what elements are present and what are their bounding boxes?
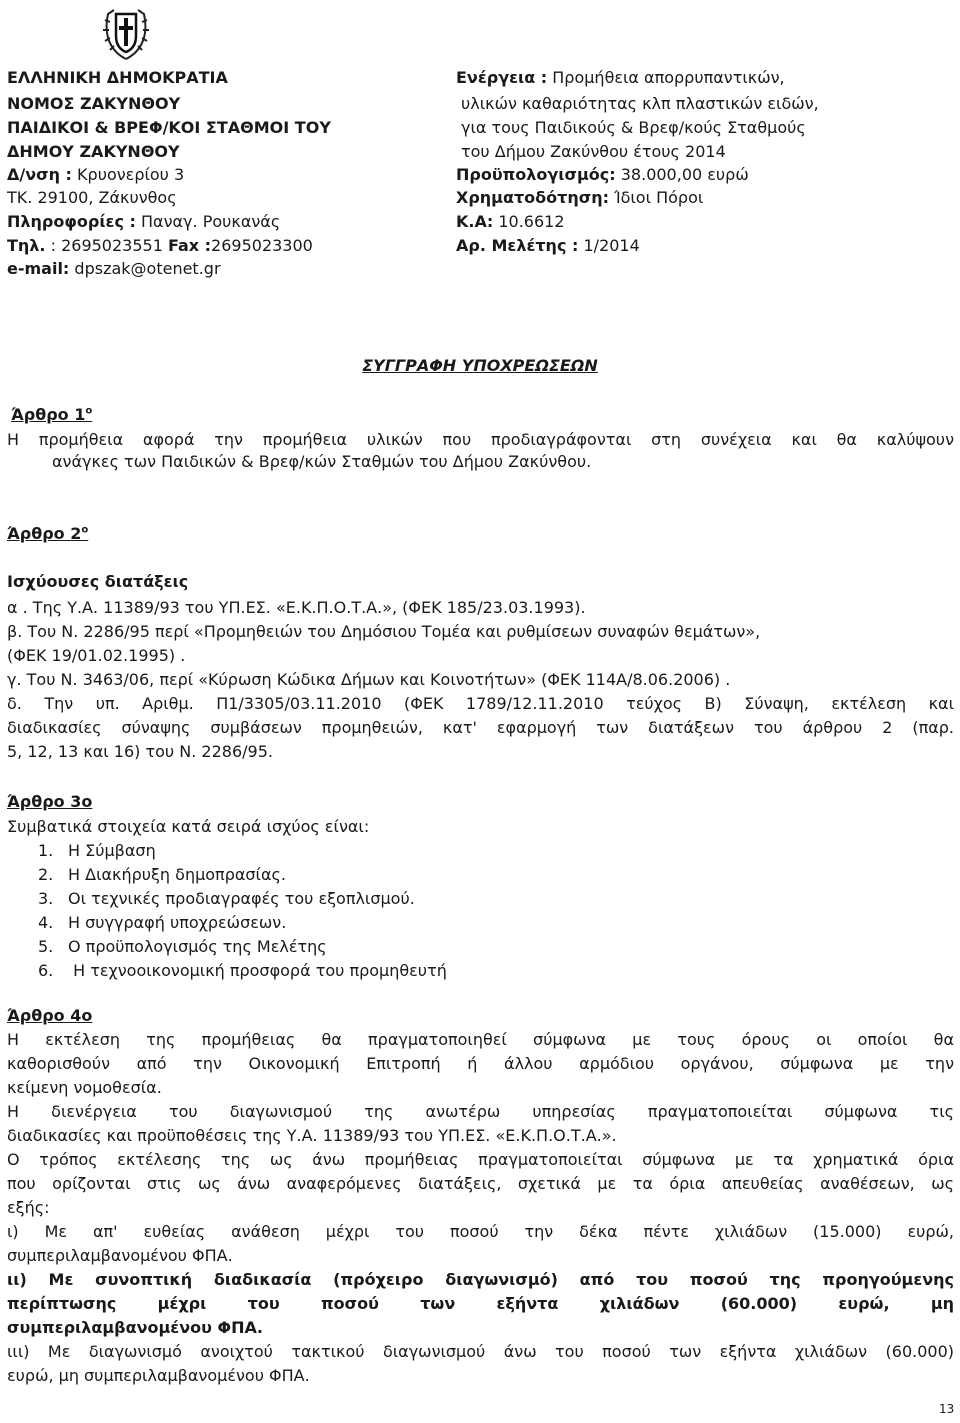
fax-label: Fax : [167, 236, 212, 255]
list-item [38, 961, 447, 981]
list-item-text: Ο προϋπολογισμός της Μελέτης [68, 937, 327, 956]
article-4-ii-line-1: ιι) Με συνοπτική διαδικασία (πρόχειρο διαγωνισμό) από του ποσού της προηγούμενης [7, 1270, 954, 1289]
article-2-line-2: β. Του Ν. 2286/95 περί «Προμηθειών του Δημόσιου Τομέα και ρυθμίσεων συναφών θεμάτων», [7, 622, 761, 641]
study [456, 236, 640, 256]
article-4-i-line-2: συμπεριλαμβανομένου ΦΠΑ. [7, 1246, 233, 1265]
article-1-heading-text: Άρθρο 1 [11, 405, 86, 424]
email-label: e-mail: [7, 259, 70, 278]
budget-value: 38.000,00 ευρώ [615, 165, 749, 184]
article-1-line-1: Η προμήθεια αφορά την προμήθεια υλικών που προδιαγράφονται στη συνέχεια και θα καλύψουν [7, 430, 954, 449]
article-4-heading: Άρθρο 4ο [7, 1006, 93, 1025]
article-2-heading-sup: ο [81, 524, 89, 536]
document-title: ΣΥΓΓΡΑΦΗ ΥΠΟΧΡΕΩΣΕΩΝ [362, 356, 598, 375]
header-line-1: ΕΛΛΗΝΙΚΗ ΔΗΜΟΚΡΑΤΙΑ [7, 68, 228, 87]
page-number: 13 [939, 1402, 955, 1416]
address-value: Κρυονερίου 3 [71, 165, 185, 184]
list-item-text: Η Σύμβαση [68, 841, 156, 860]
list-item [38, 841, 156, 861]
article-4-iii-line-2: ευρώ, μη συμπεριλαμβανομένου ΦΠΑ. [7, 1366, 310, 1385]
project-line-1: Προμήθεια απορρυπαντικών, [547, 68, 785, 87]
info-value: Παναγ. Ρουκανάς [135, 212, 281, 231]
article-2-line-3: (ΦΕΚ 19/01.02.1995) . [7, 646, 186, 665]
list-item [38, 865, 286, 885]
article-3-intro: Συμβατικά στοιχεία κατά σειρά ισχύος είναι: [7, 817, 370, 836]
funding [456, 188, 703, 208]
project-label: Ενέργεια : [456, 68, 548, 87]
article-4-p1-line-1: Η εκτέλεση της προμήθειας θα πραγματοποιηθεί σύμφωνα με τους όρους οι οποίοι θα [7, 1030, 954, 1049]
article-4-p3-line-3: εξής: [7, 1198, 50, 1217]
ka-label: Κ.Α: [456, 212, 494, 231]
list-item-number: 1. [38, 841, 54, 860]
list-item-number: 4. [38, 913, 54, 932]
header-line-2: ΝΟΜΟΣ ΖΑΚΥΝΘΟΥ [7, 94, 181, 113]
email-value: dpszak@otenet.gr [69, 259, 221, 278]
funding-value: Ίδιοι Πόροι [608, 188, 704, 207]
project-line-2: υλικών καθαριότητας κλπ πλαστικών ειδών, [461, 94, 819, 113]
article-4-i-line-1: ι) Με απ' ευθείας ανάθεση μέχρι του ποσού την δέκα πέντε χιλιάδων (15.000) ευρώ, [7, 1222, 954, 1241]
article-4-p2-line-2: διαδικασίες και προϋποθέσεις της Υ.Α. 11389/93 του ΥΠ.ΕΣ. «Ε.Κ.Π.Ο.Τ.Α.». [7, 1126, 617, 1145]
email [7, 259, 221, 279]
phone-label: Τηλ. [7, 236, 46, 255]
list-item [38, 913, 286, 933]
article-1-heading-sup: ο [85, 405, 93, 417]
article-2-heading-text: Άρθρο 2 [7, 524, 82, 543]
phone-value: : 2695023551 [45, 236, 168, 255]
address [7, 165, 184, 185]
fax-value: 2695023300 [211, 236, 313, 255]
article-4-p3-line-2: που ορίζονται στις ως άνω αναφερόμενες διατάξεις, σχετικά με τα όρια απευθείας αναθέσεων, ως [7, 1174, 954, 1193]
list-item-number: 6. [38, 961, 54, 980]
article-3-heading: Άρθρο 3ο [7, 792, 93, 811]
article-4-iii-line-1: ιιι) Με διαγωνισμό ανοιχτού τακτικού διαγωνισμού άνω του ποσού των εξήντα χιλιάδων (60.000) [7, 1342, 954, 1361]
study-label: Αρ. Μελέτης : [456, 236, 579, 255]
header-line-4: ΔΗΜΟΥ ΖΑΚΥΝΘΟΥ [7, 142, 180, 161]
article-1-line-2: ανάγκες των Παιδικών & Βρεφ/κών Σταθμών του Δήμου Ζακύνθου. [52, 452, 592, 471]
ka-value: 10.6612 [493, 212, 565, 231]
list-item-text: Η Διακήρυξη δημοπρασίας. [68, 865, 286, 884]
greek-emblem-icon [96, 2, 156, 62]
article-2-line-1: α . Της Υ.Α. 11389/93 του ΥΠ.ΕΣ. «Ε.Κ.Π.Ο.Τ.Α.», (ΦΕΚ 185/23.03.1993). [7, 598, 586, 617]
article-4-p3-line-1: Ο τρόπος εκτέλεσης της ως άνω προμήθειας πραγματοποιείται σύμφωνα με τα χρηματικά όρια [7, 1150, 954, 1169]
article-4-ii-line-2: περίπτωσης μέχρι του ποσού των εξήντα χιλιάδων (60.000) ευρώ, μη [7, 1294, 954, 1313]
article-4-p1-line-3: κείμενη νομοθεσία. [7, 1078, 162, 1097]
list-item-text: Η συγγραφή υποχρεώσεων. [68, 913, 287, 932]
article-2-subheading: Ισχύουσες διατάξεις [7, 572, 189, 591]
article-4-ii-line-3: συμπεριλαμβανομένου ΦΠΑ. [7, 1318, 263, 1337]
article-1-heading [11, 405, 92, 425]
address-label: Δ/νση : [7, 165, 72, 184]
list-item [38, 889, 415, 909]
info [7, 212, 280, 232]
postal: ΤΚ. 29100, Ζάκυνθος [7, 188, 177, 207]
ka [456, 212, 565, 232]
list-item-number: 2. [38, 865, 54, 884]
article-2-line-7: 5, 12, 13 και 16) του Ν. 2286/95. [7, 742, 273, 761]
project-line-4: του Δήμου Ζακύνθου έτους 2014 [461, 142, 726, 161]
project-line-3: για τους Παιδικούς & Βρεφ/κούς Σταθμούς [461, 118, 806, 137]
article-2-line-6: διαδικασίες σύναψης συμβάσεων προμηθειών, κατ' εφαρμογή των διατάξεων του άρθρου 2 (παρ. [7, 718, 954, 737]
project [456, 68, 785, 88]
list-item-text: Οι τεχνικές προδιαγραφές του εξοπλισμού. [68, 889, 415, 908]
header-line-3: ΠΑΙΔΙΚΟΙ & ΒΡΕΦ/ΚΟΙ ΣΤΑΘΜΟΙ ΤΟΥ [7, 118, 331, 137]
article-4-p2-line-1: Η διενέργεια του διαγωνισμού της ανωτέρω υπηρεσίας πραγματοποιείται σύμφωνα τις [7, 1102, 954, 1121]
article-2-line-4: γ. Του Ν. 3463/06, περί «Κύρωση Κώδικα Δήμων και Κοινοτήτων» (ΦΕΚ 114Α/8.06.2006) . [7, 670, 731, 689]
funding-label: Χρηματοδότηση: [456, 188, 609, 207]
list-item-number: 5. [38, 937, 54, 956]
budget [456, 165, 749, 185]
list-item [38, 937, 327, 957]
study-value: 1/2014 [578, 236, 640, 255]
article-4-p1-line-2: καθορισθούν από την Οικονομική Επιτροπή ή άλλου αρμόδιου οργάνου, σύμφωνα με την [7, 1054, 954, 1073]
budget-label: Προϋπολογισμός: [456, 165, 616, 184]
article-2-line-5: δ. Την υπ. Αριθμ. Π1/3305/03.11.2010 (ΦΕΚ 1789/12.11.2010 τεύχος Β) Σύναψη, εκτέλεση και [7, 694, 954, 713]
article-2-heading [7, 524, 88, 544]
phone-fax [7, 236, 313, 256]
list-item-number: 3. [38, 889, 54, 908]
info-label: Πληροφορίες : [7, 212, 136, 231]
list-item-text: Η τεχνοοικονομική προσφορά του προμηθευτή [68, 961, 447, 980]
